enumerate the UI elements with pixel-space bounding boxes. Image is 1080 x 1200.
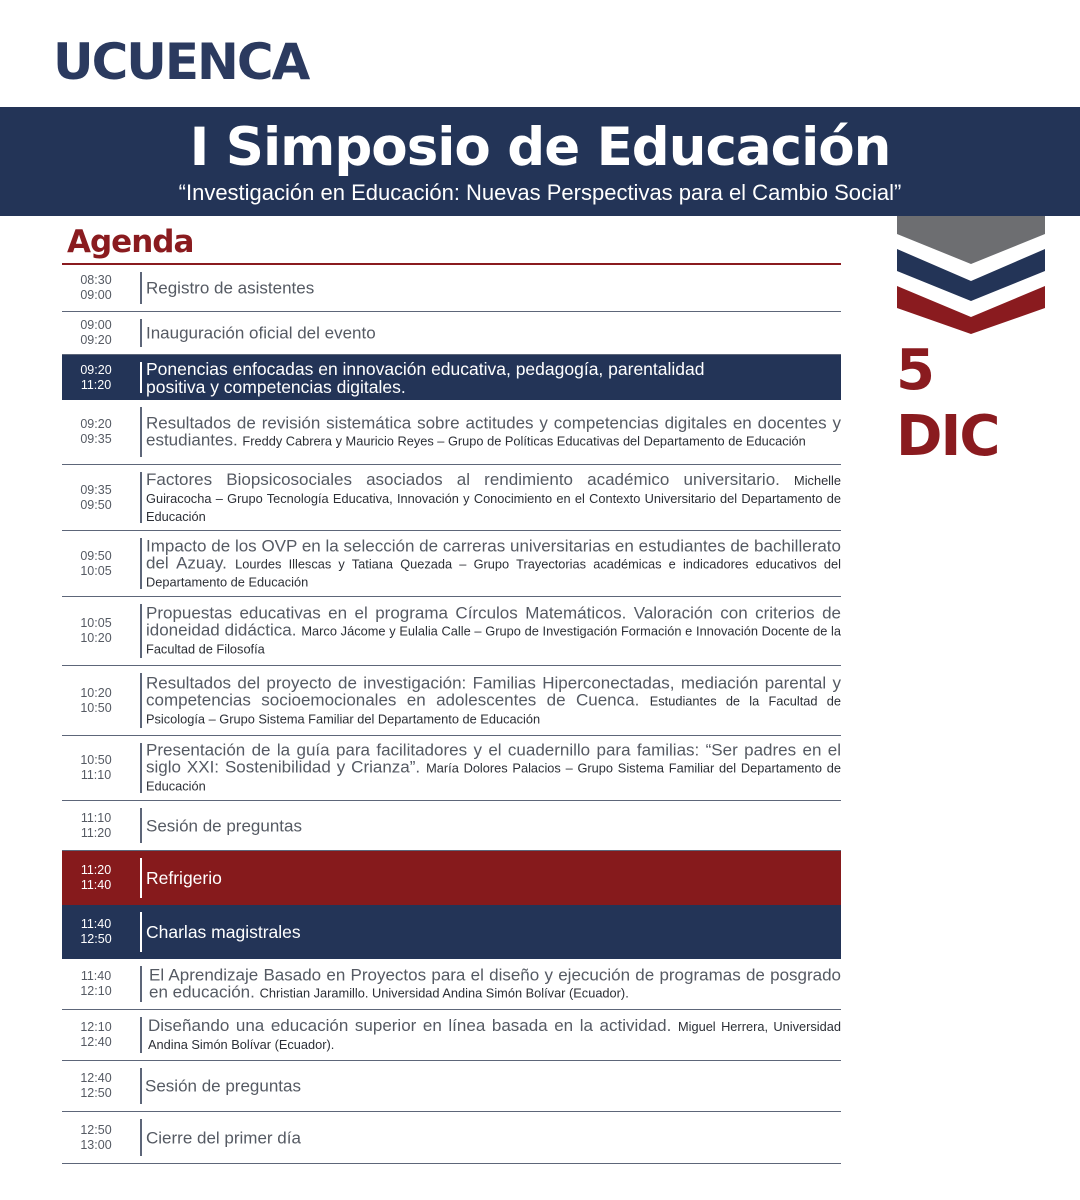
end-time: 12:50 (80, 932, 112, 946)
item-author: Lourdes Illescas y Tatiana Quezada – Grupo Trayectorias académicas e indicadores educativos del Departamento de Educación (146, 556, 841, 589)
item-title: Resultados de revisión sistemática sobre actitudes y competencias digitales en docentes y estudiantes. (146, 413, 841, 450)
start-time: 08:30 (80, 273, 112, 287)
time-range (62, 686, 130, 716)
item-author: Estudiantes de la Facultad de Psicología – Grupo Sistema Familiar del Departamento de Educación (146, 693, 842, 726)
item-title: Propuestas educativas en el programa Círculos Matemáticos. Valoración con criterios de idoneidad didáctica. (146, 603, 841, 640)
end-time: 11:20 (80, 825, 112, 840)
item-title: Diseñando una educación superior en línea basada en la actividad. (148, 1016, 672, 1035)
start-time: 10:50 (80, 753, 112, 767)
start-time: 12:10 (80, 1020, 112, 1034)
time-range (62, 483, 130, 513)
time-range (62, 863, 130, 893)
item-title: Ponencias enfocadas en innovación educativa, pedagogía, parentalidad positiva y competencias digitales. (146, 358, 705, 397)
time-range (62, 318, 130, 348)
row-divider (140, 1119, 142, 1156)
agenda-row (62, 959, 841, 1010)
item-title: Sesión de preguntas (146, 816, 302, 835)
row-divider (140, 966, 142, 1002)
item-author: Marco Jácome y Eulalia Calle – Grupo de Investigación Formación e Innovación Docente de la Facultad de Filosofía (146, 623, 842, 657)
end-time: 11:40 (80, 878, 112, 892)
agenda-row (62, 1112, 841, 1164)
end-time: 09:00 (80, 288, 112, 302)
start-time: 10:05 (80, 616, 112, 630)
start-time: 11:10 (80, 810, 112, 825)
item-author: María Dolores Palacios – Grupo Sistema Familiar del Departamento de Educación (146, 760, 841, 794)
agenda-row (62, 666, 841, 736)
end-time: 11:20 (80, 377, 112, 392)
end-time: 11:10 (80, 768, 112, 782)
row-divider (140, 407, 142, 457)
row-divider (140, 673, 142, 728)
end-time: 09:20 (80, 333, 112, 347)
time-range (62, 417, 130, 447)
time-range (62, 1123, 130, 1153)
agenda-item-text (146, 280, 841, 297)
end-time: 12:40 (80, 1035, 112, 1049)
agenda-item-text (146, 869, 841, 887)
row-divider (140, 1068, 142, 1104)
start-time: 09:20 (80, 417, 112, 431)
end-time: 12:50 (80, 1086, 112, 1100)
title-banner (0, 107, 1080, 216)
row-divider (140, 472, 142, 523)
agenda-row (62, 801, 841, 851)
agenda-item-text (149, 967, 841, 1002)
item-title: Presentación de la guía para facilitadores y el cuadernillo para familias: “Ser padres en el siglo XXI: Sostenibilidad y Crianza”. (146, 740, 841, 777)
start-time: 09:35 (80, 482, 112, 497)
item-title: Inauguración oficial del evento (146, 323, 376, 343)
agenda-heading: Agenda (67, 224, 194, 260)
item-title: El Aprendizaje Basado en Proyectos para el diseño y ejecución de programas de posgrado en educación. (149, 965, 841, 1002)
agenda-item-text (146, 537, 841, 590)
row-divider (140, 362, 142, 393)
item-author: Christian Jaramillo. Universidad Andina Simón Bolívar (Ecuador). (259, 985, 629, 1001)
agenda-row (62, 736, 841, 801)
agenda-item-text (145, 1078, 841, 1095)
row-divider (140, 808, 142, 843)
agenda-row (62, 597, 841, 666)
time-range (62, 549, 130, 579)
agenda-item-text (148, 1017, 841, 1053)
item-title: Factores Biopsicosociales asociados al rendimiento académico universitario. (146, 469, 780, 489)
item-title: Refrigerio (146, 868, 222, 888)
agenda-row (62, 1061, 841, 1112)
agenda-item-text (146, 471, 841, 525)
start-time: 11:20 (80, 863, 112, 877)
agenda-row (62, 265, 841, 312)
end-time: 10:50 (80, 700, 112, 715)
row-divider (140, 604, 142, 658)
time-range (62, 1071, 130, 1101)
end-time: 12:10 (80, 984, 112, 998)
time-range (62, 616, 130, 646)
agenda-row-break (62, 851, 841, 905)
row-divider (140, 538, 142, 589)
agenda-row (62, 465, 841, 531)
start-time: 11:40 (80, 917, 112, 931)
row-divider (140, 858, 142, 898)
agenda-item-text (146, 415, 841, 450)
time-range (62, 811, 130, 841)
item-title: Registro de asistentes (146, 278, 315, 298)
item-author: Michelle Guiracocha – Grupo Tecnología Educativa, Innovación y Conocimiento en el Contexto Universitario del Departamento de Educación (146, 472, 841, 524)
end-time: 13:00 (80, 1137, 112, 1152)
item-author: Freddy Cabrera y Mauricio Reyes – Grupo de Políticas Educativas del Departamento de Educación (242, 433, 806, 449)
time-range (62, 1020, 130, 1050)
item-title: Charlas magistrales (146, 922, 301, 942)
end-time: 09:50 (80, 497, 112, 512)
event-title: I Simposio de Educación (189, 117, 891, 178)
agenda-item-text (146, 923, 841, 941)
start-time: 09:00 (80, 318, 112, 332)
row-divider (140, 743, 142, 793)
item-title: Sesión de preguntas (145, 1076, 301, 1096)
time-range (62, 969, 130, 999)
event-date: 5 DIC (896, 338, 999, 469)
agenda-item-text (146, 742, 841, 795)
start-time: 11:40 (80, 969, 112, 983)
item-author: Miguel Herrera, Universidad Andina Simón Bolívar (Ecuador). (148, 1019, 841, 1052)
agenda-row (62, 312, 841, 355)
end-time: 10:05 (80, 563, 112, 578)
ucuenca-logo: UCUENCA (53, 33, 309, 91)
time-range (62, 273, 130, 303)
start-time: 10:20 (80, 685, 112, 700)
row-divider (140, 1017, 142, 1053)
agenda-row (62, 400, 841, 465)
end-time: 10:20 (80, 631, 112, 645)
time-range (62, 363, 130, 393)
agenda-item-text (146, 817, 841, 834)
item-title: Cierre del primer día (146, 1128, 301, 1147)
start-time: 12:40 (80, 1071, 112, 1085)
start-time: 09:50 (80, 548, 112, 563)
event-subtitle: “Investigación en Educación: Nuevas Perspectivas para el Cambio Social” (178, 180, 902, 205)
row-divider (140, 272, 142, 304)
agenda-row-section (62, 905, 841, 959)
item-title: Impacto de los OVP en la selección de carreras universitarias en estudiantes de bachillerato del Azuay. (146, 536, 841, 572)
chevron-stack-icon (897, 216, 1045, 334)
agenda-row-section (62, 355, 841, 400)
time-range (62, 917, 130, 947)
start-time: 12:50 (80, 1122, 112, 1137)
start-time: 09:20 (80, 362, 112, 377)
agenda-item-text (146, 605, 841, 658)
item-title: Resultados del proyecto de investigación: Familias Hiperconectadas, mediación parental y competencias socioemocionales en adolescentes de Cuenca. (146, 673, 841, 709)
agenda-item-text (146, 674, 841, 727)
end-time: 09:35 (80, 432, 112, 446)
row-divider (140, 912, 142, 952)
agenda-row (62, 1010, 841, 1061)
agenda-item-text (146, 360, 761, 396)
agenda-item-text (146, 325, 841, 342)
agenda-item-text (146, 1129, 841, 1146)
row-divider (140, 319, 142, 347)
gray-chevron (897, 216, 1045, 264)
time-range (62, 753, 130, 783)
agenda-row (62, 531, 841, 597)
